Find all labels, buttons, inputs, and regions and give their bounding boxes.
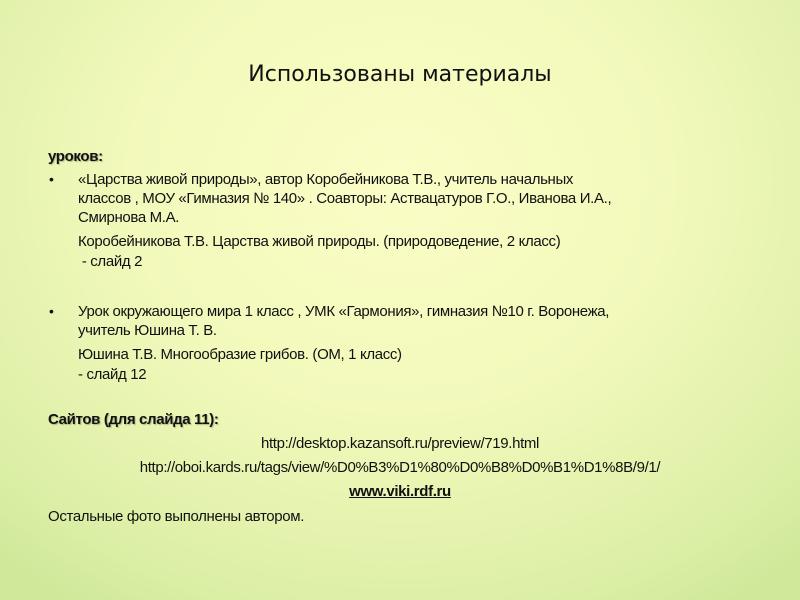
lesson-1-line-3: Смирнова М.А. xyxy=(78,209,180,226)
slide-title: Использованы материалы xyxy=(248,62,552,87)
site-link-2[interactable]: http://oboi.kards.ru/tags/view/%D0%B3%D1%80%D0%B8%D0%B1%D1%8B/9/1/ xyxy=(139,459,661,476)
lesson-2-line-1: Урок окружающего мира 1 класс , УМК «Гармония», гимназия №10 г. Воронежа, xyxy=(78,303,610,320)
site-link-1[interactable]: http://desktop.kazansoft.ru/preview/719.html xyxy=(260,435,540,452)
site-link-3[interactable]: www.viki.rdf.ru xyxy=(349,483,451,500)
lessons-heading: уроков: xyxy=(48,148,103,165)
lesson-1-line-2: классов , МОУ «Гимназия № 140» . Соавторы: Аствацатуров Г.О., Иванова И.А., xyxy=(78,190,612,207)
lesson-1-ref-1: Коробейникова Т.В. Царства живой природы. (природоведение, 2 класс) xyxy=(78,233,561,250)
lesson-2-ref-1: Юшина Т.В. Многообразие грибов. (ОМ, 1 класс) xyxy=(78,346,402,363)
bullet-icon: • xyxy=(49,303,54,319)
bullet-icon: • xyxy=(49,171,54,187)
lesson-2-ref-2: - слайд 12 xyxy=(78,366,147,383)
lesson-1-ref-2: - слайд 2 xyxy=(78,253,143,270)
footer-note: Остальные фото выполнены автором. xyxy=(48,508,305,525)
sites-heading: Сайтов (для слайда 11): xyxy=(48,411,219,428)
lesson-2-line-2: учитель Юшина Т. В. xyxy=(78,322,217,339)
lesson-1-line-1: «Царства живой природы», автор Коробейникова Т.В., учитель начальных xyxy=(78,171,574,188)
